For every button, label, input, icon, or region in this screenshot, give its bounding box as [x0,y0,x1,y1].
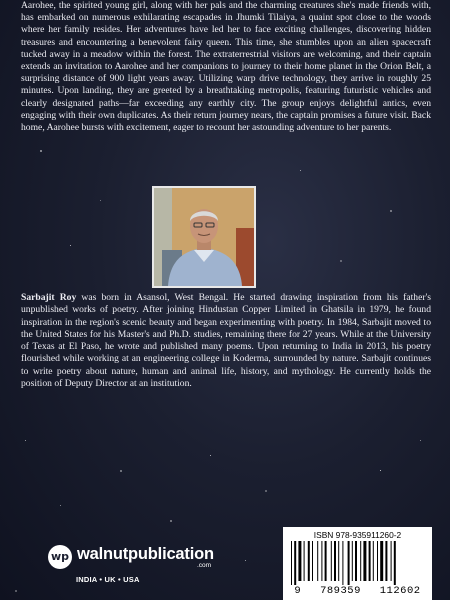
barcode-icon [289,541,426,585]
barcode-digits [283,585,432,597]
publisher-domain: .com [197,562,212,569]
publisher-logo [48,543,228,573]
isbn-label: ISBN 978-935911260-2 [313,530,402,540]
book-blurb: Aarohee, the spirited young girl, along with her pals and the charming creatures she's made friends with, has embarked on numerous exhilarating escapades in Jhumki Tilaiya, a quaint spot close to the woods where her family resides. Her adventures have led her to face exciting challenges, discovering hidden treasures and encountering a benevolent fairy queen. This time, she stumbles upon an alien spacecraft tucked away in a meadow within the forest. The extraterrestrial visitors are welcoming, and their captain extends an invitation to Aarohee and her companions to journey to their home planet in the Orion Belt, a surprising distance of 900 light years away. Utilizing warp drive technology, they arrive in roughly 25 minutes. Upon landing, they are greeted by a breathtaking metropolis, featuring futuristic vehicles and clearly designated paths—far exceeding any earthly city. The group enjoys delightful antics, even engaging with their own duplicates. As their return journey nears, the captain promises a future visit. Back home, Aarohee bursts with excitement, eager to recount her astounding adventure to her parents. [21,0,431,134]
isbn-barcode [283,527,432,600]
barcode-digit-group-1: 789359 [320,585,361,597]
walnut-logo-icon: wp [48,545,72,569]
author-bio-text: was born in Asansol, West Bengal. He started drawing inspiration from his father's unpublished works of poetry. After joining Hindustan Copper Limited in Ghatsila in 1979, he found inspiration in the region's scenic beauty and began experimenting with poetry. In 1984, Sarbajit moved to the United States for his Master's and Ph.D. studies, remaining there for 27 years. While at the University of Texas at El Paso, he wrote and published many poems. Upon returning to India in 2013, his poetry flourished while working at an engineering college in Koderma, surrounded by nature. Sarbajit continues to write poetry about nature, human and animal life, history, and mythology. He currently holds the position of Deputy Director at an institution. [21,292,432,390]
barcode-digit-prefix: 9 [294,585,302,597]
publisher-name: walnutpublication [77,545,214,563]
publisher-regions: INDIA • UK • USA [76,575,140,584]
barcode-digit-group-2: 112602 [379,585,421,597]
author-bio [21,292,431,390]
author-photo [152,186,256,288]
author-name: Sarbajit Roy [21,292,77,303]
